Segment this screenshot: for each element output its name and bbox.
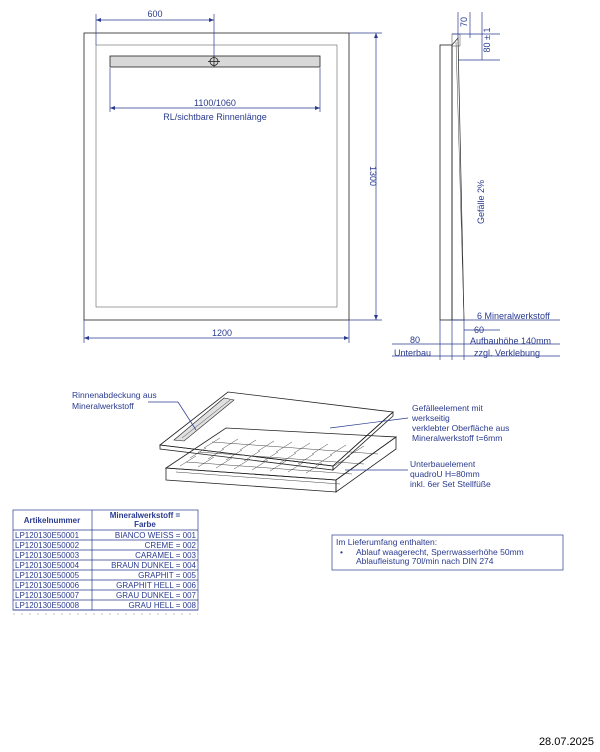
- dim-channel-length: 1100/1060: [194, 98, 236, 108]
- scope-line1: Ablauf waagerecht, Sperrwasserhöhe 50mm: [356, 547, 524, 557]
- plan-view: [84, 9, 382, 343]
- mineral-thickness-label: 6 Mineralwerkstoff: [477, 311, 550, 321]
- tray-outline-inner: [96, 45, 337, 307]
- table-cell-article-code: LP120130E50004: [15, 561, 80, 570]
- slope-element-label-line2: werkseitig: [412, 413, 450, 423]
- cover-label-line2: Mineralwerkstoff: [72, 401, 134, 411]
- side-view: [392, 12, 560, 360]
- scope-title: Im Lieferumfang enthalten:: [336, 537, 438, 547]
- iso-channel-cover: [174, 398, 234, 441]
- side-slope-element: [452, 38, 464, 320]
- dim-80-base: 80: [410, 335, 421, 345]
- scope-line2: Ablaufleistung 70l/min nach DIN 274: [356, 556, 494, 566]
- table-cell-article-code: LP120130E50007: [15, 591, 80, 600]
- adhesive-label: zzgl. Verklebung: [474, 348, 541, 358]
- base-label-line3: inkl. 6er Set Stellfüße: [410, 479, 491, 489]
- scope-of-delivery: [332, 535, 563, 570]
- table-cell-color: GRAPHIT HELL = 006: [116, 581, 196, 590]
- table-cell-color: CARAMEL = 003: [135, 551, 196, 560]
- table-cell-article-code: LP120130E50008: [15, 601, 80, 610]
- table-header-material-1: Mineralwerkstoff =: [109, 511, 181, 520]
- dim-1200: 1200: [211, 328, 233, 338]
- table-cell-color: GRAU DUNKEL = 007: [116, 591, 196, 600]
- isometric-view: [72, 390, 509, 492]
- table-cell-color: BRAUN DUNKEL = 004: [111, 561, 196, 570]
- channel-caption: RL/sichtbare Rinnenlänge: [163, 112, 267, 122]
- side-substructure: [440, 45, 452, 320]
- table-cell-article-code: LP120130E50005: [15, 571, 80, 580]
- scope-bullet: •: [340, 547, 343, 557]
- base-label-line1: Unterbauelement: [410, 459, 476, 469]
- dim-70: 70: [459, 16, 469, 28]
- table-cell-article-code: LP120130E50002: [15, 541, 80, 550]
- table-rows: [13, 531, 198, 610]
- table-cell-article-code: LP120130E50003: [15, 551, 80, 560]
- slope-element-label-line3: verklebter Oberfläche aus: [412, 423, 510, 433]
- slope-element-label-line4: Mineralwerkstoff t=6mm: [412, 433, 503, 443]
- article-table: [13, 510, 198, 614]
- table-cell-color: BIANCO WEISS = 001: [114, 531, 196, 540]
- base-label-line2: quadroU H=80mm: [410, 469, 480, 479]
- table-cell-color: CREME = 002: [144, 541, 196, 550]
- dim-80: 80 ± 1: [482, 27, 492, 53]
- table-cell-article-code: LP120130E50001: [15, 531, 80, 540]
- build-height-label: Aufbauhöhe 140mm: [470, 336, 552, 346]
- iso-base-grid: [176, 438, 378, 484]
- dim-600: 600: [147, 9, 163, 19]
- table-header-article: Artikelnummer: [23, 516, 81, 525]
- document-date: 28.07.2025: [538, 736, 594, 748]
- dim-60: 60: [474, 325, 485, 335]
- table-header-material-2: Farbe: [134, 520, 156, 529]
- tray-outline-outer: [84, 33, 349, 320]
- table-cell-color: GRAU HELL = 008: [128, 601, 196, 610]
- slope-element-label-line1: Gefälleelement mit: [412, 403, 483, 413]
- cover-label-line1: Rinnenabdeckung aus: [72, 390, 157, 400]
- table-cell-article-code: LP120130E50006: [15, 581, 80, 590]
- slope-label: Gefälle 2%: [476, 179, 486, 225]
- dim-1300: 1300: [368, 165, 378, 187]
- table-cell-color: GRAPHIT = 005: [138, 571, 196, 580]
- substructure-label: Unterbau: [394, 348, 432, 358]
